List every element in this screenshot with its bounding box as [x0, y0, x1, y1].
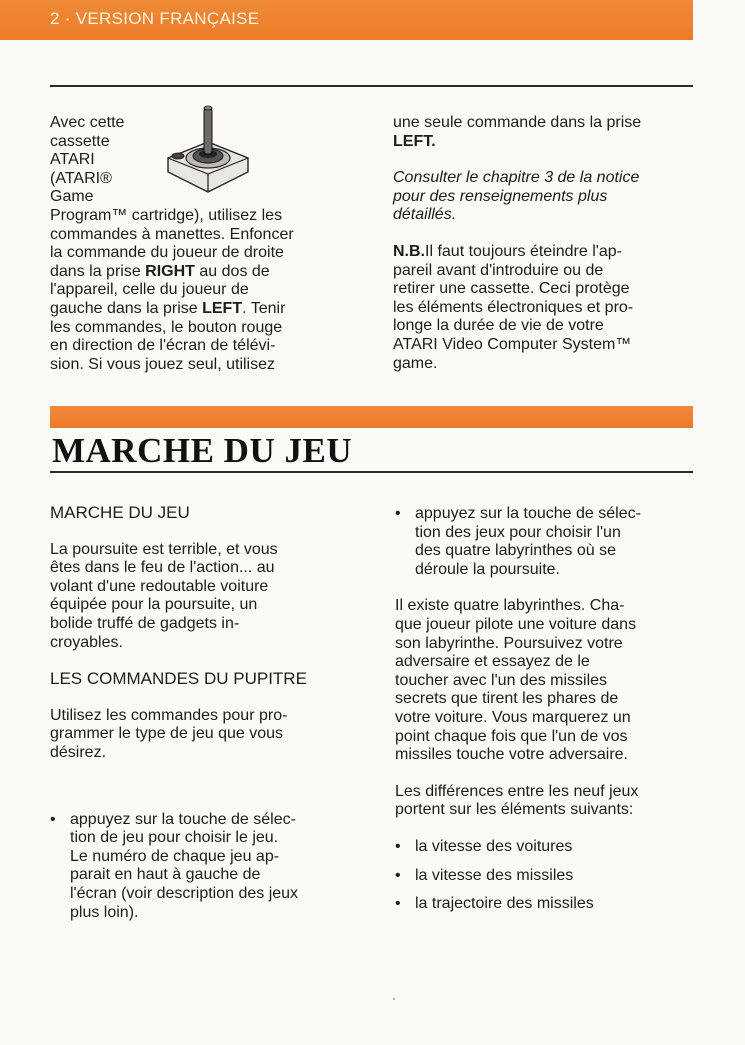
text-line: toucher avec l'un des missiles [395, 671, 608, 689]
intro-right-column [393, 114, 693, 373]
section-rule [50, 471, 693, 473]
right-port-label: RIGHT [145, 262, 195, 280]
text-line: game. [393, 354, 438, 372]
header-band [0, 0, 693, 40]
nb-line: N.B.Il faut toujours éteindre l'ap- [393, 242, 622, 260]
text-line: Game [50, 188, 94, 206]
text-line: adversaire et essayez de le [395, 653, 590, 671]
text-line: Utilisez les commandes pour pro- [50, 706, 288, 724]
text-line: les éléments électroniques et pro- [393, 298, 634, 316]
top-rule [50, 85, 693, 87]
text-line: votre voiture. Vous marquerez un [395, 708, 631, 726]
text-line: plus loin). [70, 903, 139, 921]
text-line: ATARI Video Computer System™ [393, 335, 632, 353]
text-line-right: dans la prise RIGHT au dos de [50, 262, 270, 280]
text-line-left: gauche dans la prise LEFT. Tenir [50, 299, 286, 317]
text-line: La poursuite est terrible, et vous [50, 540, 278, 558]
left-column [50, 504, 350, 922]
text-line: parait en haut à gauche de [70, 866, 261, 884]
section-band [50, 406, 693, 428]
text-line: portent sur les éléments suivants: [395, 801, 634, 819]
text-line: Il existe quatre labyrinthes. Cha- [395, 597, 625, 615]
text-line: (ATARI® [50, 169, 112, 187]
left-port-label: LEFT [202, 299, 243, 317]
text-line: sion. Si vous jouez seul, utilisez [50, 355, 275, 373]
text-line: Program™ cartridge), utilisez les [50, 206, 283, 224]
subheading-commandes: LES COMMANDES DU PUPITRE [50, 669, 307, 689]
text-line: ATARI [50, 151, 95, 169]
intro-left-column [50, 114, 345, 374]
italic-note-line: Consulter le chapitre 3 de la notice [393, 169, 640, 187]
section-title: MARCHE DU JEU [52, 431, 353, 470]
bullet-icon: • [395, 866, 401, 884]
text-line: la commande du joueur de droite [50, 244, 284, 262]
text-line: cassette [50, 132, 110, 150]
text-line: bolide truffé de gadgets in- [50, 614, 240, 632]
list-item: • la vitesse des missiles [395, 866, 574, 884]
italic-note-line: détaillés. [393, 206, 457, 224]
text-line: en direction de l'écran de télévi- [50, 337, 276, 355]
nb-label: N.B. [393, 242, 425, 260]
text-line: appuyez sur la touche de sélec- [70, 810, 296, 828]
text-line: missiles touche votre adversaire. [395, 746, 628, 764]
bullet-icon: • [395, 895, 401, 913]
text-line: l'appareil, celle du joueur de [50, 281, 249, 299]
text-line: tion de jeu pour choisir le jeu. [70, 829, 279, 847]
text-line: longe la durée de vie de votre [393, 317, 604, 335]
text-line: pareil avant d'introduire ou de [393, 261, 604, 279]
text-line: son labyrinthe. Poursuivez votre [395, 634, 623, 652]
text-line: Avec cette [50, 114, 125, 131]
text-line: point chaque fois que l'un de vos [395, 727, 628, 745]
text-line: Le numéro de chaque jeu ap- [70, 847, 280, 865]
text-line: retirer une cassette. Ceci protège [393, 280, 630, 298]
list-item [395, 505, 695, 579]
subheading-marche: MARCHE DU JEU [50, 503, 190, 522]
text-line: les commandes, le bouton rouge [50, 318, 283, 336]
bullet-icon: • [395, 837, 401, 855]
text-line: désirez. [50, 743, 107, 761]
text-line: Les différences entre les neuf jeux [395, 782, 639, 800]
text-line: croyables. [50, 633, 123, 651]
bullet-icon: • [395, 505, 401, 522]
text-line: commandes à manettes. Enfoncer [50, 225, 294, 243]
list-item: • la vitesse des voitures [395, 837, 573, 855]
page-header-label: 2 · VERSION FRANÇAISE [50, 9, 260, 28]
text-line: secrets que tirent les phares de [395, 690, 619, 708]
text-line: appuyez sur la touche de sélec- [415, 505, 641, 522]
text-line: équipée pour la poursuite, un [50, 596, 258, 614]
list-item: • la trajectoire des missiles [395, 895, 594, 913]
text-line: des quatre labyrinthes où se [415, 542, 617, 560]
text-line: l'écran (voir description des jeux [70, 884, 299, 902]
bullet-icon: • [50, 810, 56, 828]
text-line: déroule la poursuite. [415, 560, 560, 578]
text-line: une seule commande dans la prise [393, 114, 642, 131]
text-line: que joueur pilote une voiture dans [395, 615, 637, 633]
print-speck [393, 998, 395, 1000]
text-line: tion des jeux pour choisir l'un [415, 523, 621, 541]
text-line: grammer le type de jeu que vous [50, 725, 284, 743]
italic-note-line: pour des renseignements plus [393, 187, 608, 205]
text-line: êtes dans le feu de l'action... au [50, 559, 275, 577]
list-item [50, 811, 350, 923]
left-port-label: LEFT. [393, 132, 436, 150]
text-line: volant d'une redoutable voiture [50, 577, 269, 595]
right-column [395, 505, 695, 914]
